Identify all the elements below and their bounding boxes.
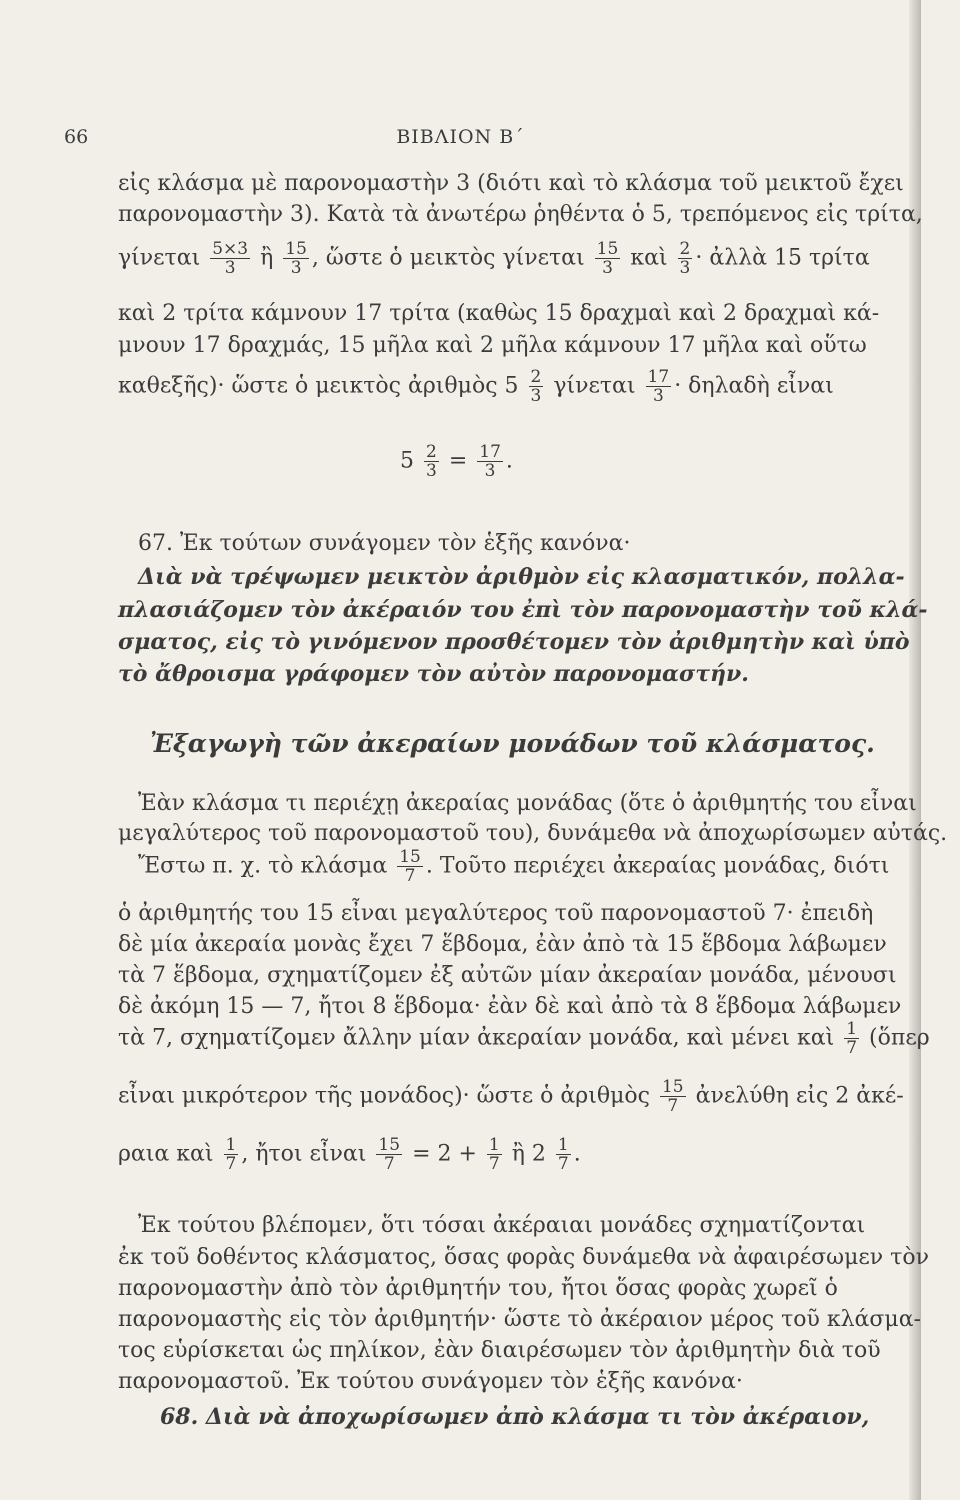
formula-line: Ἔστω π. χ. τὸ κλάσμα $\frac{15}{7}$ . Τοῦτο περιέχει ἀκεραίας μονάδας, διότι (138, 847, 890, 886)
text-line: ὁ ἀριθμητής του 15 εἶναι μεγαλύτερος τοῦ παρονομαστοῦ 7· ἐπειδὴ (118, 901, 874, 926)
rule-line: Διὰ νὰ τρέψωμεν μεικτὸν ἀριθμὸν εἰς κλασματικόν, πολλα- (138, 564, 905, 590)
fraction: $\frac{1}{7}$ (557, 1135, 569, 1174)
display-equation: 5 $\frac{2}{3}$ = $\frac{17}{3}$ . (400, 442, 513, 481)
text-line: τος εὑρίσκεται ὡς πηλίκον, ἐὰν διαιρέσωμεν τὸν ἀριθμητὴν διὰ τοῦ (118, 1338, 881, 1363)
text-line: δὲ μία ἀκεραία μονὰς ἔχει 7 ἕβδομα, ἐὰν ἀπὸ τὰ 15 ἕβδομα λάβωμεν (118, 932, 887, 957)
rule-line: 68. Διὰ νὰ ἀποχωρίσωμεν ἀπὸ κλάσμα τι τὸν ἀκέραιον, (160, 1404, 870, 1430)
text-line: παρονομαστὴν ἀπὸ τὸν ἀριθμητήν του, ἤτοι ὅσας φορὰς χωρεῖ ὁ (118, 1276, 838, 1301)
text-line: μεγαλύτερος τοῦ παρονομαστοῦ του), δυνάμεθα νὰ ἀποχωρίσωμεν αὐτάς. (118, 821, 948, 846)
text-line: τὰ 7 ἕβδομα, σχηματίζομεν ἐξ αὐτῶν μίαν ἀκεραίαν μονάδα, μένουσι (118, 963, 897, 988)
fraction: $\frac{2}{3}$ (426, 442, 437, 481)
text-line: 67. Ἐκ τούτων συνάγομεν τὸν ἑξῆς κανόνα· (138, 531, 631, 556)
fraction: $\frac{2}{3}$ (679, 239, 691, 278)
formula-line: ραια καὶ $\frac{1}{7}$ , ἤτοι εἶναι $\frac{15}{7}$ = 2 + $\frac{1}{7}$ ἢ 2 $\frac{1}{7}$ . (118, 1135, 581, 1174)
formula-line: καθεξῆς)· ὥστε ὁ μεικτὸς ἀριθμὸς 5 $\frac{2}{3}$ γίνεται $\frac{17}{3}$ · δηλαδὴ εἶναι (118, 367, 834, 406)
page-number: 66 (64, 126, 89, 148)
fraction: $\frac{17}{3}$ (647, 367, 670, 406)
fraction: $\frac{15}{3}$ (596, 239, 619, 278)
fraction: $\frac{15}{3}$ (285, 239, 307, 278)
fraction: $\frac{2}{3}$ (530, 367, 542, 406)
fraction: $\frac{15}{7}$ (399, 847, 421, 886)
section-heading: Ἐξαγωγὴ τῶν ἀκεραίων μονάδων τοῦ κλάσματος. (150, 729, 875, 758)
formula-line: εἶναι μικρότερον τῆς μονάδος)· ὥστε ὁ ἀριθμὸς $\frac{15}{7}$ ἀνελύθη εἰς 2 ἀκέ- (118, 1077, 904, 1116)
fraction: $\frac{15}{7}$ (661, 1077, 684, 1116)
fraction: $\frac{1}{7}$ (488, 1135, 500, 1174)
text-line: Ἐὰν κλάσμα τι περιέχῃ ἀκεραίας μονάδας (ὅτε ὁ ἀριθμητής του εἶναι (138, 791, 917, 816)
page-header (0, 122, 921, 152)
text-line: εἰς κλάσμα μὲ παρονομαστὴν 3 (διότι καὶ τὸ κλάσμα τοῦ μεικτοῦ ἔχει (118, 171, 904, 196)
text-line: Ἐκ τούτου βλέπομεν, ὅτι τόσαι ἀκέραιαι μονάδες σχηματίζονται (138, 1213, 866, 1238)
rule-line: πλασιάζομεν τὸν ἀκέραιόν του ἐπὶ τὸν παρονομαστὴν τοῦ κλά- (118, 597, 928, 623)
rule-line: σματος, εἰς τὸ γινόμενον προσθέτομεν τὸν ἀριθμητὴν καὶ ὑπὸ (118, 629, 910, 655)
fraction: $\frac{5\times 3}{3}$ (212, 239, 249, 278)
fraction: $\frac{1}{7}$ (846, 1019, 858, 1058)
fraction: $\frac{15}{7}$ (378, 1135, 401, 1174)
formula-line: γίνεται $\frac{5\times 3}{3}$ ἢ $\frac{15}{3}$ , ὥστε ὁ μεικτὸς γίνεται $\frac{15}{3}$ καὶ $\frac{2}{3}$ · ἀλλὰ 15 τρίτα (118, 239, 870, 278)
text-line: παρονομαστὴν 3). Κατὰ τὰ ἀνωτέρω ῥηθέντα ὁ 5, τρεπόμενος εἰς τρίτα, (118, 202, 923, 227)
text-line: δὲ ἀκόμη 15 — 7, ἤτοι 8 ἕβδομα· ἐὰν δὲ καὶ ἀπὸ τὰ 8 ἕβδομα λάβωμεν (118, 994, 902, 1019)
fraction: $\frac{17}{3}$ (479, 442, 501, 481)
fraction: $\frac{1}{7}$ (225, 1135, 237, 1174)
text-line: ἐκ τοῦ δοθέντος κλάσματος, ὅσας φορὰς δυνάμεθα νὰ ἀφαιρέσωμεν τὸν (118, 1245, 929, 1270)
text-line: μνουν 17 δραχμάς, 15 μῆλα καὶ 2 μῆλα κάμνουν 17 μῆλα καὶ οὕτω (118, 333, 867, 358)
text-line: παρονομαστὴς εἰς τὸν ἀριθμητήν· ὥστε τὸ ἀκέραιον μέρος τοῦ κλάσμα- (118, 1307, 922, 1332)
running-title: ΒΙΒΛΙΟΝ Β΄ (396, 126, 525, 148)
rule-line: τὸ ἄθροισμα γράφομεν τὸν αὐτὸν παρονομαστήν. (118, 661, 749, 687)
formula-line: τὰ 7, σχηματίζομεν ἄλλην μίαν ἀκεραίαν μονάδα, καὶ μένει καὶ $\frac{1}{7}$ (ὅπερ (118, 1019, 930, 1058)
text-line: καὶ 2 τρίτα κάμνουν 17 τρίτα (καθὼς 15 δραχμαὶ καὶ 2 δραχμαὶ κά- (118, 301, 880, 326)
text-line: παρονομαστοῦ. Ἐκ τούτου συνάγομεν τὸν ἑξῆς κανόνα· (118, 1369, 743, 1394)
